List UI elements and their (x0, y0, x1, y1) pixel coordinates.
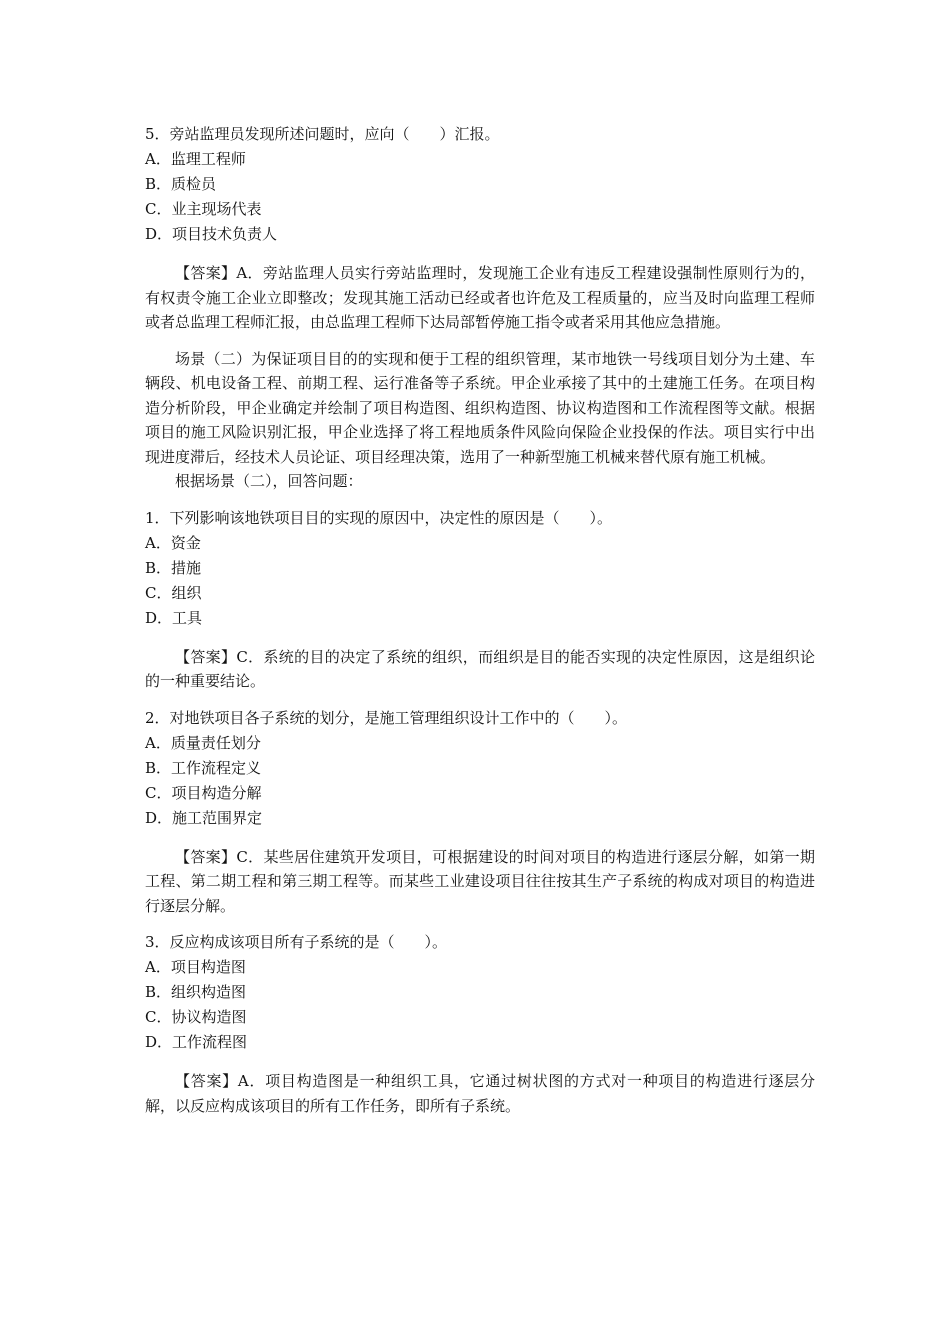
scenario-question-2-answer: 【答案】C．某些居住建筑开发项目，可根据建设的时间对项目的构造进行逐层分解，如第一期工程、第二期工程和第三期工程等。而某些工业建设项目往往按其生产子系统的构成对项目的构造进行逐层分解。 (145, 847, 815, 915)
scenario-question-2-option-b: B．工作流程定义 (145, 758, 262, 777)
scenario-question-2: 2．对地铁项目各子系统的划分，是施工管理组织设计工作中的（ ）。 (145, 708, 628, 727)
scenario-question-3-answer: 【答案】A．项目构造图是一种组织工具，它通过树状图的方式对一种项目的构造进行逐层分解，以反应构成该项目的所有工作任务，即所有子系统。 (145, 1072, 815, 1115)
scenario-question-1-option-c: C．组织 (145, 583, 202, 602)
question-5-option-d: D．项目技术负责人 (145, 225, 278, 243)
question-5-option-c: C．业主现场代表 (145, 200, 262, 218)
scenario-question-2-option-a: A．质量责任划分 (145, 733, 261, 752)
scenario-2-prompt: 根据场景（二），回答问题： (175, 472, 363, 490)
scenario-question-2-option-d: D．施工范围界定 (145, 808, 263, 827)
scenario-question-3-option-d: D．工作流程图 (145, 1033, 248, 1051)
scenario-question-2-option-c: C．项目构造分解 (145, 783, 262, 802)
question-5-option-b: B．质检员 (145, 175, 217, 193)
scenario-question-1-option-d: D．工具 (145, 608, 203, 627)
scenario-question-1: 1．下列影响该地铁项目目的实现的原因中，决定性的原因是（ ）。 (145, 508, 613, 527)
scenario-question-3-option-b: B．组织构造图 (145, 983, 247, 1001)
scenario-question-1-option-a: A．资金 (145, 533, 201, 552)
question-5: 5．旁站监理员发现所述问题时，应向（ ）汇报。 (145, 125, 500, 143)
scenario-question-1-option-b: B．措施 (145, 558, 202, 577)
document-content (145, 122, 815, 1118)
scenario-question-3-option-c: C．协议构造图 (145, 1008, 247, 1026)
scenario-question-3: 3．反应构成该项目所有子系统的是（ ）。 (145, 933, 448, 951)
scenario-question-3-option-a: A．项目构造图 (145, 958, 246, 976)
question-5-option-a: A．监理工程师 (145, 150, 246, 168)
scenario-2-text: 场景（二）为保证项目目的的实现和便于工程的组织管理，某市地铁一号线项目划分为土建、车辆段、机电设备工程、前期工程、运行准备等子系统。甲企业承接了其中的土建施工任务。在项目构造分析阶段，甲企业确定并绘制了项目构造图、组织构造图、协议构造图和工作流程图等文献。根据项目的施工风险识别汇报，甲企业选择了将工程地质条件风险向保险企业投保的作法。项目实行中出现进度滞后，经技术人员论证、项目经理决策，选用了一种新型施工机械来替代原有施工机械。 (145, 349, 815, 466)
scenario-question-1-answer: 【答案】C．系统的目的决定了系统的组织，而组织是目的能否实现的决定性原因，这是组织论的一种重要结论。 (145, 647, 815, 690)
question-5-answer: 【答案】A．旁站监理人员实行旁站监理时，发现施工企业有违反工程建设强制性原则行为的，有权责令施工企业立即整改；发现其施工活动已经或者也许危及工程质量的，应当及时向监理工程师或者总监理工程师汇报，由总监理工程师下达局部暂停施工指令或者采用其他应急措施。 (145, 264, 815, 331)
